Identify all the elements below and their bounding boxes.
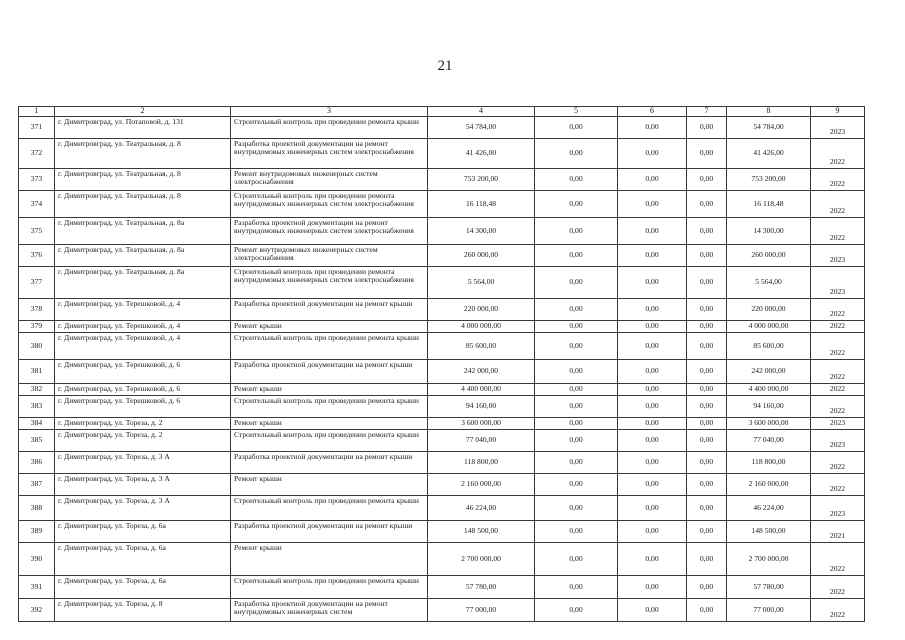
table-row bbox=[19, 359, 865, 383]
work-type-cell: Ремонт крыши bbox=[231, 473, 428, 495]
fund-col6-cell: 0,00 bbox=[618, 138, 687, 168]
fund-col6-cell: 0,00 bbox=[618, 473, 687, 495]
year-cell: 2022 bbox=[811, 298, 865, 320]
table-row bbox=[19, 520, 865, 542]
fund-col6-cell: 0,00 bbox=[618, 395, 687, 417]
table-row bbox=[19, 138, 865, 168]
fund-col6-cell: 0,00 bbox=[618, 168, 687, 190]
total-cost-cell: 94 160,00 bbox=[428, 395, 535, 417]
work-type-cell: Ремонт крыши bbox=[231, 417, 428, 429]
year-cell: 2022 bbox=[811, 332, 865, 359]
year-cell: 2022 bbox=[811, 451, 865, 473]
total-cost-cell: 4 000 000,00 bbox=[428, 320, 535, 332]
address-cell: г. Димитровград, ул. Тореза, д. 6а bbox=[55, 520, 231, 542]
total-cost-cell: 753 200,00 bbox=[428, 168, 535, 190]
owner-funds-cell: 753 200,00 bbox=[727, 168, 811, 190]
fund-col6-cell: 0,00 bbox=[618, 383, 687, 395]
total-cost-cell: 2 700 000,00 bbox=[428, 542, 535, 575]
address-cell: г. Димитровград, ул. Тореза, д. 8 bbox=[55, 598, 231, 621]
work-type-cell: Разработка проектной документации на ремонт внутридомовых инженерных систем электроснабжения bbox=[231, 217, 428, 244]
total-cost-cell: 46 224,00 bbox=[428, 495, 535, 520]
work-type-cell: Разработка проектной документации на ремонт крыши bbox=[231, 451, 428, 473]
fund-col7-cell: 0,00 bbox=[687, 429, 727, 451]
year-cell: 2023 bbox=[811, 244, 865, 266]
row-number: 374 bbox=[19, 190, 55, 217]
year-cell: 2022 bbox=[811, 473, 865, 495]
work-type-cell: Строительный контроль при проведении ремонта внутридомовых инженерных систем электроснабжения bbox=[231, 266, 428, 298]
fund-col7-cell: 0,00 bbox=[687, 359, 727, 383]
owner-funds-cell: 2 160 000,00 bbox=[727, 473, 811, 495]
total-cost-cell: 2 160 000,00 bbox=[428, 473, 535, 495]
year-cell: 2023 bbox=[811, 429, 865, 451]
row-number: 389 bbox=[19, 520, 55, 542]
address-cell: г. Димитровград, ул. Тореза, д. 2 bbox=[55, 417, 231, 429]
work-type-cell: Разработка проектной документации на ремонт внутридомовых инженерных систем электроснабжения bbox=[231, 138, 428, 168]
row-number: 382 bbox=[19, 383, 55, 395]
address-cell: г. Димитровград, ул. Тореза, д. 6а bbox=[55, 542, 231, 575]
row-number: 384 bbox=[19, 417, 55, 429]
year-cell: 2022 bbox=[811, 598, 865, 621]
total-cost-cell: 118 800,00 bbox=[428, 451, 535, 473]
row-number: 391 bbox=[19, 575, 55, 598]
work-type-cell: Разработка проектной документации на ремонт внутридомовых инженерных систем bbox=[231, 598, 428, 621]
work-type-cell: Строительный контроль при проведении ремонта крыши bbox=[231, 332, 428, 359]
fund-col7-cell: 0,00 bbox=[687, 417, 727, 429]
owner-funds-cell: 242 000,00 bbox=[727, 359, 811, 383]
fund-col7-cell: 0,00 bbox=[687, 451, 727, 473]
repair-schedule-table bbox=[18, 106, 865, 622]
fund-col5-cell: 0,00 bbox=[535, 395, 618, 417]
work-type-cell: Ремонт крыши bbox=[231, 542, 428, 575]
year-cell: 2023 bbox=[811, 266, 865, 298]
total-cost-cell: 77 040,00 bbox=[428, 429, 535, 451]
row-number: 371 bbox=[19, 116, 55, 138]
owner-funds-cell: 57 780,00 bbox=[727, 575, 811, 598]
address-cell: г. Димитровград, ул. Тореза, д. 3 А bbox=[55, 495, 231, 520]
fund-col7-cell: 0,00 bbox=[687, 244, 727, 266]
fund-col7-cell: 0,00 bbox=[687, 168, 727, 190]
address-cell: г. Димитровград, ул. Тореза, д. 3 А bbox=[55, 473, 231, 495]
fund-col6-cell: 0,00 bbox=[618, 217, 687, 244]
address-cell: г. Димитровград, ул. Театральная, д. 8 bbox=[55, 138, 231, 168]
row-number: 380 bbox=[19, 332, 55, 359]
address-cell: г. Димитровград, ул. Тореза, д. 6а bbox=[55, 575, 231, 598]
owner-funds-cell: 85 600,00 bbox=[727, 332, 811, 359]
fund-col6-cell: 0,00 bbox=[618, 575, 687, 598]
year-cell: 2022 bbox=[811, 359, 865, 383]
row-number: 379 bbox=[19, 320, 55, 332]
work-type-cell: Строительный контроль при проведении ремонта внутридомовых инженерных систем электроснабжения bbox=[231, 190, 428, 217]
fund-col5-cell: 0,00 bbox=[535, 417, 618, 429]
fund-col7-cell: 0,00 bbox=[687, 575, 727, 598]
table-row bbox=[19, 298, 865, 320]
year-cell: 2022 bbox=[811, 190, 865, 217]
owner-funds-cell: 3 600 000,00 bbox=[727, 417, 811, 429]
header-row bbox=[19, 107, 865, 117]
fund-col7-cell: 0,00 bbox=[687, 542, 727, 575]
table-row bbox=[19, 473, 865, 495]
owner-funds-cell: 16 118,48 bbox=[727, 190, 811, 217]
row-number: 372 bbox=[19, 138, 55, 168]
work-type-cell: Разработка проектной документации на ремонт крыши bbox=[231, 359, 428, 383]
table-row bbox=[19, 190, 865, 217]
year-cell: 2023 bbox=[811, 116, 865, 138]
table-row bbox=[19, 451, 865, 473]
fund-col7-cell: 0,00 bbox=[687, 395, 727, 417]
owner-funds-cell: 14 300,00 bbox=[727, 217, 811, 244]
fund-col6-cell: 0,00 bbox=[618, 429, 687, 451]
table-row bbox=[19, 598, 865, 621]
row-number: 383 bbox=[19, 395, 55, 417]
row-number: 387 bbox=[19, 473, 55, 495]
work-type-cell: Ремонт крыши bbox=[231, 320, 428, 332]
fund-col5-cell: 0,00 bbox=[535, 451, 618, 473]
table-row bbox=[19, 217, 865, 244]
fund-col6-cell: 0,00 bbox=[618, 520, 687, 542]
table-row bbox=[19, 116, 865, 138]
owner-funds-cell: 118 800,00 bbox=[727, 451, 811, 473]
fund-col7-cell: 0,00 bbox=[687, 598, 727, 621]
total-cost-cell: 41 426,00 bbox=[428, 138, 535, 168]
owner-funds-cell: 2 700 000,00 bbox=[727, 542, 811, 575]
address-cell: г. Димитровград, ул. Тореза, д. 2 bbox=[55, 429, 231, 451]
address-cell: г. Димитровград, ул. Терешковой, д. 6 bbox=[55, 359, 231, 383]
column-header-9: 9 bbox=[811, 107, 865, 117]
total-cost-cell: 4 400 000,00 bbox=[428, 383, 535, 395]
address-cell: г. Димитровград, ул. Театральная, д. 8 bbox=[55, 190, 231, 217]
row-number: 378 bbox=[19, 298, 55, 320]
total-cost-cell: 5 564,00 bbox=[428, 266, 535, 298]
table-row bbox=[19, 332, 865, 359]
address-cell: г. Димитровград, ул. Терешковой, д. 4 bbox=[55, 298, 231, 320]
owner-funds-cell: 54 784,00 bbox=[727, 116, 811, 138]
row-number: 385 bbox=[19, 429, 55, 451]
owner-funds-cell: 220 000,00 bbox=[727, 298, 811, 320]
owner-funds-cell: 46 224,00 bbox=[727, 495, 811, 520]
fund-col7-cell: 0,00 bbox=[687, 116, 727, 138]
fund-col5-cell: 0,00 bbox=[535, 244, 618, 266]
fund-col5-cell: 0,00 bbox=[535, 520, 618, 542]
year-cell: 2022 bbox=[811, 575, 865, 598]
work-type-cell: Разработка проектной документации на ремонт крыши bbox=[231, 520, 428, 542]
table-row bbox=[19, 417, 865, 429]
row-number: 377 bbox=[19, 266, 55, 298]
table-row bbox=[19, 429, 865, 451]
address-cell: г. Димитровград, ул. Терешковой, д. 4 bbox=[55, 332, 231, 359]
fund-col6-cell: 0,00 bbox=[618, 598, 687, 621]
page-number: 21 bbox=[437, 58, 453, 74]
table-row bbox=[19, 575, 865, 598]
fund-col5-cell: 0,00 bbox=[535, 138, 618, 168]
fund-col6-cell: 0,00 bbox=[618, 266, 687, 298]
column-header-5: 5 bbox=[535, 107, 618, 117]
column-header-2: 2 bbox=[55, 107, 231, 117]
total-cost-cell: 85 600,00 bbox=[428, 332, 535, 359]
table-row bbox=[19, 168, 865, 190]
address-cell: г. Димитровград, ул. Театральная, д. 8а bbox=[55, 217, 231, 244]
year-cell: 2022 bbox=[811, 138, 865, 168]
fund-col5-cell: 0,00 bbox=[535, 575, 618, 598]
column-header-3: 3 bbox=[231, 107, 428, 117]
fund-col7-cell: 0,00 bbox=[687, 320, 727, 332]
work-type-cell: Строительный контроль при проведении ремонта крыши bbox=[231, 575, 428, 598]
year-cell: 2023 bbox=[811, 417, 865, 429]
address-cell: г. Димитровград, ул. Терешковой, д. 6 bbox=[55, 395, 231, 417]
fund-col7-cell: 0,00 bbox=[687, 473, 727, 495]
owner-funds-cell: 77 000,00 bbox=[727, 598, 811, 621]
work-type-cell: Ремонт крыши bbox=[231, 383, 428, 395]
fund-col5-cell: 0,00 bbox=[535, 266, 618, 298]
fund-col5-cell: 0,00 bbox=[535, 495, 618, 520]
column-header-8: 8 bbox=[727, 107, 811, 117]
owner-funds-cell: 94 160,00 bbox=[727, 395, 811, 417]
work-type-cell: Ремонт внутридомовых инженерных систем электроснабжения bbox=[231, 168, 428, 190]
row-number: 381 bbox=[19, 359, 55, 383]
address-cell: г. Димитровград, ул. Терешковой, д. 4 bbox=[55, 320, 231, 332]
fund-col7-cell: 0,00 bbox=[687, 495, 727, 520]
fund-col6-cell: 0,00 bbox=[618, 190, 687, 217]
total-cost-cell: 220 000,00 bbox=[428, 298, 535, 320]
year-cell: 2022 bbox=[811, 320, 865, 332]
fund-col5-cell: 0,00 bbox=[535, 320, 618, 332]
address-cell: г. Димитровград, ул. Театральная, д. 8а bbox=[55, 244, 231, 266]
year-cell: 2022 bbox=[811, 542, 865, 575]
fund-col7-cell: 0,00 bbox=[687, 298, 727, 320]
fund-col5-cell: 0,00 bbox=[535, 116, 618, 138]
fund-col5-cell: 0,00 bbox=[535, 473, 618, 495]
owner-funds-cell: 260 000,00 bbox=[727, 244, 811, 266]
owner-funds-cell: 77 040,00 bbox=[727, 429, 811, 451]
table-row bbox=[19, 395, 865, 417]
fund-col6-cell: 0,00 bbox=[618, 320, 687, 332]
column-header-7: 7 bbox=[687, 107, 727, 117]
fund-col5-cell: 0,00 bbox=[535, 359, 618, 383]
total-cost-cell: 16 118,48 bbox=[428, 190, 535, 217]
fund-col5-cell: 0,00 bbox=[535, 383, 618, 395]
year-cell: 2022 bbox=[811, 168, 865, 190]
address-cell: г. Димитровград, ул. Терешковой, д. 6 bbox=[55, 383, 231, 395]
address-cell: г. Димитровград, ул. Потаповой, д. 131 bbox=[55, 116, 231, 138]
column-header-1: 1 bbox=[19, 107, 55, 117]
year-cell: 2021 bbox=[811, 520, 865, 542]
year-cell: 2022 bbox=[811, 383, 865, 395]
fund-col6-cell: 0,00 bbox=[618, 542, 687, 575]
fund-col6-cell: 0,00 bbox=[618, 451, 687, 473]
owner-funds-cell: 148 500,00 bbox=[727, 520, 811, 542]
row-number: 373 bbox=[19, 168, 55, 190]
year-cell: 2022 bbox=[811, 395, 865, 417]
table-row bbox=[19, 495, 865, 520]
fund-col5-cell: 0,00 bbox=[535, 168, 618, 190]
year-cell: 2022 bbox=[811, 217, 865, 244]
fund-col5-cell: 0,00 bbox=[535, 542, 618, 575]
total-cost-cell: 57 780,00 bbox=[428, 575, 535, 598]
fund-col6-cell: 0,00 bbox=[618, 298, 687, 320]
total-cost-cell: 3 600 000,00 bbox=[428, 417, 535, 429]
work-type-cell: Строительный контроль при проведении ремонта крыши bbox=[231, 395, 428, 417]
fund-col7-cell: 0,00 bbox=[687, 520, 727, 542]
address-cell: г. Димитровград, ул. Тореза, д. 3 А bbox=[55, 451, 231, 473]
work-type-cell: Строительный контроль при проведении ремонта крыши bbox=[231, 429, 428, 451]
row-number: 386 bbox=[19, 451, 55, 473]
table-row bbox=[19, 244, 865, 266]
owner-funds-cell: 41 426,00 bbox=[727, 138, 811, 168]
owner-funds-cell: 5 564,00 bbox=[727, 266, 811, 298]
row-number: 376 bbox=[19, 244, 55, 266]
fund-col7-cell: 0,00 bbox=[687, 217, 727, 244]
fund-col5-cell: 0,00 bbox=[535, 332, 618, 359]
row-number: 388 bbox=[19, 495, 55, 520]
fund-col5-cell: 0,00 bbox=[535, 217, 618, 244]
fund-col5-cell: 0,00 bbox=[535, 429, 618, 451]
fund-col6-cell: 0,00 bbox=[618, 359, 687, 383]
total-cost-cell: 54 784,00 bbox=[428, 116, 535, 138]
fund-col7-cell: 0,00 bbox=[687, 332, 727, 359]
row-number: 375 bbox=[19, 217, 55, 244]
owner-funds-cell: 4 000 000,00 bbox=[727, 320, 811, 332]
fund-col7-cell: 0,00 bbox=[687, 190, 727, 217]
work-type-cell: Ремонт внутридомовых инженерных систем электроснабжения bbox=[231, 244, 428, 266]
fund-col5-cell: 0,00 bbox=[535, 298, 618, 320]
table-row bbox=[19, 542, 865, 575]
table-row bbox=[19, 320, 865, 332]
work-type-cell: Строительный контроль при проведении ремонта крыши bbox=[231, 116, 428, 138]
fund-col5-cell: 0,00 bbox=[535, 190, 618, 217]
fund-col6-cell: 0,00 bbox=[618, 332, 687, 359]
address-cell: г. Димитровград, ул. Театральная, д. 8 bbox=[55, 168, 231, 190]
fund-col7-cell: 0,00 bbox=[687, 266, 727, 298]
fund-col6-cell: 0,00 bbox=[618, 116, 687, 138]
fund-col5-cell: 0,00 bbox=[535, 598, 618, 621]
work-type-cell: Разработка проектной документации на ремонт крыши bbox=[231, 298, 428, 320]
fund-col6-cell: 0,00 bbox=[618, 244, 687, 266]
fund-col6-cell: 0,00 bbox=[618, 495, 687, 520]
total-cost-cell: 148 500,00 bbox=[428, 520, 535, 542]
row-number: 390 bbox=[19, 542, 55, 575]
fund-col6-cell: 0,00 bbox=[618, 417, 687, 429]
fund-col7-cell: 0,00 bbox=[687, 138, 727, 168]
work-type-cell: Строительный контроль при проведении ремонта крыши bbox=[231, 495, 428, 520]
total-cost-cell: 242 000,00 bbox=[428, 359, 535, 383]
total-cost-cell: 14 300,00 bbox=[428, 217, 535, 244]
total-cost-cell: 77 000,00 bbox=[428, 598, 535, 621]
owner-funds-cell: 4 400 000,00 bbox=[727, 383, 811, 395]
address-cell: г. Димитровград, ул. Театральная, д. 8а bbox=[55, 266, 231, 298]
column-header-6: 6 bbox=[618, 107, 687, 117]
table-row bbox=[19, 266, 865, 298]
year-cell: 2023 bbox=[811, 495, 865, 520]
column-header-4: 4 bbox=[428, 107, 535, 117]
fund-col7-cell: 0,00 bbox=[687, 383, 727, 395]
total-cost-cell: 260 000,00 bbox=[428, 244, 535, 266]
row-number: 392 bbox=[19, 598, 55, 621]
table-row bbox=[19, 383, 865, 395]
